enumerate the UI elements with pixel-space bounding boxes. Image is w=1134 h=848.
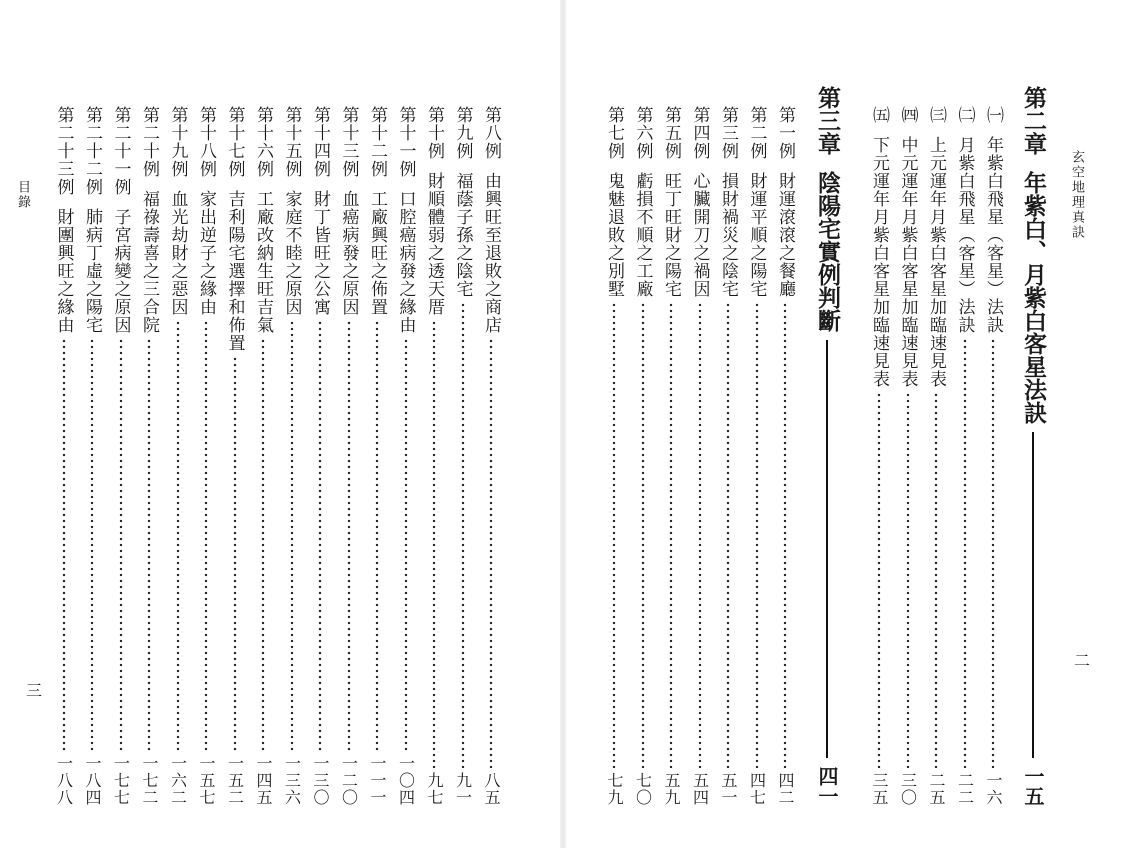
left-toc-entry-title: 財丁皆旺之公寓 bbox=[310, 190, 330, 316]
ch2-toc-entry bbox=[952, 106, 978, 806]
ch3-toc-entry-title: 損財禍災之陰宅 bbox=[718, 172, 738, 298]
ch2-toc-entry bbox=[923, 106, 949, 806]
left-toc-entry-title: 福祿壽喜之三合院 bbox=[139, 190, 159, 334]
ch3-toc-entry-leader-dots bbox=[726, 302, 730, 768]
ch2-toc-entry-label: ㈢ bbox=[926, 106, 946, 124]
ch3-toc-entry-title: 旺丁旺財之陽宅 bbox=[661, 172, 681, 298]
ch3-toc-entry bbox=[744, 106, 770, 806]
left-toc-entry-title: 工廠改納生旺吉氣 bbox=[253, 190, 273, 334]
left-toc-entry bbox=[222, 106, 248, 806]
left-toc-entry-title: 工廠興旺之佈置 bbox=[367, 190, 387, 316]
left-toc-entry bbox=[421, 106, 447, 806]
ch3-toc-entry-label: 第六例 bbox=[632, 106, 653, 160]
left-toc-entry-leader-dots bbox=[318, 320, 322, 751]
ch3-toc-entry-title: 財運滾滾之餐廳 bbox=[775, 172, 795, 298]
ch3-toc-entry-label: 第七例 bbox=[604, 106, 624, 160]
ch3-toc-entry-title: 心臟開刀之禍因 bbox=[689, 172, 710, 298]
left-toc-entry bbox=[79, 106, 105, 806]
left-toc-entry-label: 第十七例 bbox=[224, 106, 245, 178]
chapter-2-page: 一五 bbox=[1021, 766, 1045, 806]
left-toc-entry-page: 九七 bbox=[425, 772, 444, 806]
ch3-toc-entry-page: 七〇 bbox=[633, 772, 653, 806]
left-toc-entry-title: 口腔癌病發之緣由 bbox=[395, 190, 416, 334]
left-toc-entry-label: 第二十二例 bbox=[82, 106, 102, 196]
left-toc-entry-label: 第十三例 bbox=[338, 106, 359, 178]
chapter-3-page: 四一 bbox=[815, 766, 839, 806]
chapter-2-title: 年紫白、月紫白客星法訣 bbox=[1020, 171, 1047, 424]
left-toc-entry-page: 八五 bbox=[482, 772, 501, 806]
ch3-toc-entry-label: 第二例 bbox=[746, 106, 767, 160]
left-toc-entry-label: 第十九例 bbox=[167, 106, 188, 178]
left-toc-entry bbox=[478, 106, 504, 806]
left-toc-entry-page: 一一一 bbox=[368, 755, 387, 806]
ch3-toc-entry bbox=[687, 106, 713, 806]
left-toc-entry bbox=[51, 106, 77, 806]
left-toc-entry-page: 一七七 bbox=[111, 755, 131, 806]
ch2-toc-entry bbox=[980, 106, 1006, 806]
ch3-toc-entry-title: 財運平順之陽宅 bbox=[746, 172, 767, 298]
left-toc-entry-leader-dots bbox=[432, 320, 436, 768]
ch3-toc-entry-label: 第五例 bbox=[661, 106, 681, 160]
left-toc-entry bbox=[336, 106, 362, 806]
left-toc-entry-leader-dots bbox=[347, 320, 351, 751]
left-toc-entry bbox=[450, 106, 476, 806]
ch3-toc-entry-title: 鬼魅退敗之別墅 bbox=[604, 172, 624, 298]
left-toc-entry bbox=[108, 106, 134, 806]
left-toc-entry-leader-dots bbox=[233, 356, 237, 751]
ch3-toc-entry-page: 四七 bbox=[747, 772, 767, 806]
left-toc-entry bbox=[165, 106, 191, 806]
ch2-toc-entry-leader-dots bbox=[934, 392, 938, 768]
left-toc-entry-page: 一〇四 bbox=[396, 755, 416, 806]
left-toc-entry-leader-dots bbox=[147, 338, 151, 751]
chapter-2-rule bbox=[1032, 432, 1034, 758]
left-toc-entry-title: 福蔭子孫之陰宅 bbox=[452, 172, 473, 298]
ch2-toc-entry bbox=[866, 106, 892, 806]
right-page-number: 二 bbox=[1074, 651, 1091, 670]
left-toc-entry-page: 一八四 bbox=[83, 755, 102, 806]
left-toc-entry-page: 一五二 bbox=[225, 755, 245, 806]
ch2-toc-entry-title: 年紫白飛星（客星）法訣 bbox=[983, 136, 1003, 334]
left-toc-entry-label: 第十例 bbox=[424, 106, 444, 160]
left-toc-entry-page: 一二〇 bbox=[339, 755, 359, 806]
left-toc-entry bbox=[307, 106, 333, 806]
left-toc-entry-label: 第十八例 bbox=[196, 106, 216, 178]
ch3-toc-entry bbox=[715, 106, 741, 806]
left-toc-entry-leader-dots bbox=[261, 338, 265, 751]
ch3-toc-entry-leader-dots bbox=[698, 302, 702, 768]
ch2-toc-entry-page: 二五 bbox=[927, 772, 946, 806]
left-toc-entry-page: 一三六 bbox=[282, 755, 302, 806]
left-toc-entry-page: 一四五 bbox=[254, 755, 273, 806]
ch2-toc-entry-page: 三五 bbox=[870, 772, 889, 806]
ch3-toc-entry-page: 五四 bbox=[690, 772, 710, 806]
ch3-toc-entry-page: 五一 bbox=[719, 772, 738, 806]
left-toc-entry-page: 一五七 bbox=[197, 755, 216, 806]
ch3-toc-entry-leader-dots bbox=[641, 302, 645, 768]
left-toc-entry-label: 第二十例 bbox=[139, 106, 159, 178]
ch3-toc-entry-leader-dots bbox=[612, 302, 616, 768]
left-toc-entry bbox=[364, 106, 390, 806]
chapter-3-heading bbox=[810, 86, 844, 806]
left-toc-entry-label: 第十六例 bbox=[253, 106, 273, 178]
left-toc-entry-leader-dots bbox=[204, 320, 208, 751]
ch3-toc-entry-page: 四二 bbox=[776, 772, 795, 806]
left-toc-entry-label: 第八例 bbox=[481, 106, 501, 160]
left-toc-entry-leader-dots bbox=[489, 338, 493, 768]
ch3-toc-entry bbox=[772, 106, 798, 806]
left-toc-entry-title: 血光劫財之惡因 bbox=[167, 190, 188, 316]
ch2-toc-entry-label: ㈤ bbox=[869, 106, 889, 124]
left-toc-entry-title: 吉利陽宅選擇和佈置 bbox=[224, 190, 245, 352]
left-toc-entry-page: 一三〇 bbox=[311, 755, 330, 806]
left-toc-entry-label: 第二十三例 bbox=[53, 106, 74, 196]
left-toc-entry-label: 第二十一例 bbox=[110, 106, 131, 196]
left-toc-entry-leader-dots bbox=[176, 320, 180, 751]
right-page bbox=[566, 0, 1134, 848]
ch2-toc-entry-title: 下元運年月紫白客星加臨速見表 bbox=[869, 136, 889, 388]
left-toc-entry bbox=[279, 106, 305, 806]
ch2-toc-entry-title: 中元運年月紫白客星加臨速見表 bbox=[897, 136, 918, 388]
left-page bbox=[0, 0, 560, 848]
ch3-toc-entry-label: 第一例 bbox=[775, 106, 795, 160]
ch3-toc-entry-title: 虧損不順之工廠 bbox=[632, 172, 653, 298]
left-toc-entry-title: 財順體弱之透天厝 bbox=[424, 172, 444, 316]
left-toc-entry-title: 由興旺至退敗之商店 bbox=[481, 172, 501, 334]
chapter-3-rule bbox=[826, 340, 828, 758]
left-toc-entry-label: 第十一例 bbox=[395, 106, 416, 178]
ch2-toc-entry-leader-dots bbox=[877, 392, 881, 768]
left-toc-entry-title: 子宮病變之原因 bbox=[110, 208, 131, 334]
left-toc-entry-title: 肺病丁虛之陽宅 bbox=[82, 208, 102, 334]
chapter-2-label: 第二章 bbox=[1020, 86, 1047, 155]
left-toc-entry-title: 家出逆子之緣由 bbox=[196, 190, 216, 316]
chapter-3-title: 陰陽宅實例判斷 bbox=[814, 171, 841, 332]
chapter-3-label: 第三章 bbox=[814, 86, 841, 155]
left-toc-entry-leader-dots bbox=[404, 338, 408, 751]
ch2-toc-entry-leader-dots bbox=[906, 392, 910, 768]
ch3-toc-entry bbox=[601, 106, 627, 806]
left-toc-entry-label: 第九例 bbox=[452, 106, 473, 160]
left-toc-entry-label: 第十四例 bbox=[310, 106, 330, 178]
left-toc-entry bbox=[393, 106, 419, 806]
ch3-toc-entry-label: 第四例 bbox=[689, 106, 710, 160]
ch2-toc-entry-page: 一六 bbox=[984, 772, 1003, 806]
ch3-toc-entry bbox=[658, 106, 684, 806]
ch3-toc-entry-label: 第三例 bbox=[718, 106, 738, 160]
ch2-toc-entry-leader-dots bbox=[963, 338, 967, 768]
left-toc-entry-label: 第十二例 bbox=[367, 106, 387, 178]
left-toc-entry-page: 九一 bbox=[453, 772, 473, 806]
ch2-toc-entry-leader-dots bbox=[991, 338, 995, 768]
left-toc-entry-leader-dots bbox=[62, 338, 66, 751]
chapter-2-heading bbox=[1016, 86, 1050, 806]
left-toc-entry-label: 第十五例 bbox=[281, 106, 302, 178]
left-toc-entry-page: 一六二 bbox=[168, 755, 188, 806]
left-toc-entry bbox=[193, 106, 219, 806]
left-toc-entry-leader-dots bbox=[375, 320, 379, 751]
ch2-toc-entry bbox=[895, 106, 921, 806]
ch3-toc-entry bbox=[630, 106, 656, 806]
ch2-toc-entry-page: 二二 bbox=[955, 772, 975, 806]
left-toc-entry-title: 財團興旺之緣由 bbox=[53, 208, 74, 334]
ch2-toc-entry-label: ㈡ bbox=[954, 106, 975, 124]
left-toc-entry-leader-dots bbox=[461, 302, 465, 768]
left-toc-entry bbox=[250, 106, 276, 806]
left-toc-entry-leader-dots bbox=[90, 338, 94, 751]
ch3-toc-entry-page: 七九 bbox=[605, 772, 624, 806]
ch2-toc-entry-label: ㈠ bbox=[983, 106, 1003, 124]
left-toc-entry-page: 一七二 bbox=[140, 755, 159, 806]
left-toc-entry-title: 血癌病發之原因 bbox=[338, 190, 359, 316]
ch3-toc-entry-leader-dots bbox=[783, 302, 787, 768]
left-toc-entry-leader-dots bbox=[290, 320, 294, 751]
ch3-toc-entry-leader-dots bbox=[755, 302, 759, 768]
left-toc-entry-page: 一八八 bbox=[54, 755, 74, 806]
left-toc-entry-leader-dots bbox=[119, 338, 123, 751]
ch3-toc-entry-page: 五九 bbox=[662, 772, 681, 806]
left-page-number: 三 bbox=[26, 681, 43, 700]
ch2-toc-entry-title: 月紫白飛星（客星）法訣 bbox=[954, 136, 975, 334]
ch2-toc-entry-title: 上元運年月紫白客星加臨速見表 bbox=[926, 136, 946, 388]
left-toc-entry-title: 家庭不睦之原因 bbox=[281, 190, 302, 316]
ch3-toc-entry-leader-dots bbox=[669, 302, 673, 768]
ch2-toc-entry-page: 三〇 bbox=[898, 772, 918, 806]
ch2-toc-entry-label: ㈣ bbox=[897, 106, 918, 124]
left-toc-entry bbox=[136, 106, 162, 806]
right-page-header: 玄空地理真訣 bbox=[1069, 150, 1084, 240]
left-page-header: 目錄 bbox=[15, 180, 30, 210]
